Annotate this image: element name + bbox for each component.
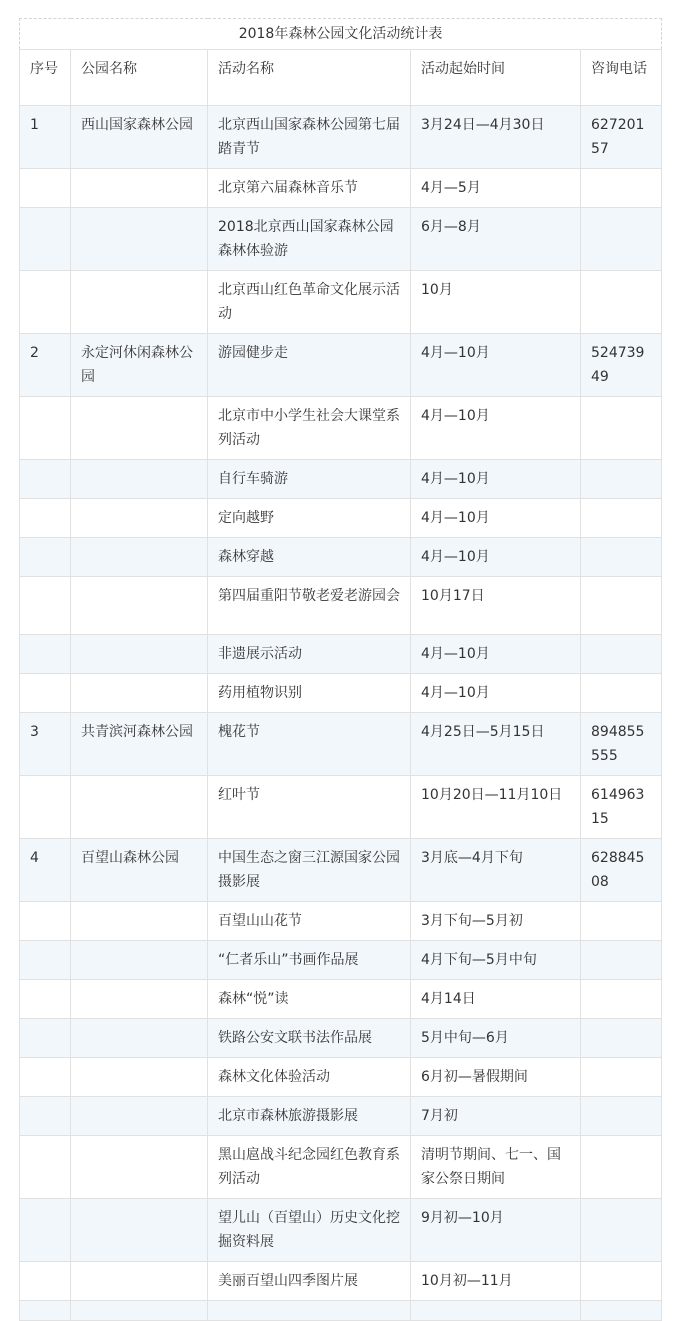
table-row (20, 980, 662, 1019)
cell-phone (581, 941, 662, 980)
table-row (20, 1301, 662, 1321)
cell-phone: 61496315 (581, 776, 662, 839)
cell-time: 10月 (411, 271, 581, 334)
cell-park (71, 397, 208, 460)
cell-phone (581, 397, 662, 460)
table-row (20, 1097, 662, 1136)
cell-no (20, 776, 71, 839)
cell-phone (581, 1097, 662, 1136)
cell-activity: 游园健步走 (208, 334, 411, 397)
cell-no (20, 674, 71, 713)
cell-phone (581, 577, 662, 635)
cell-no (20, 980, 71, 1019)
cell-park (71, 635, 208, 674)
cell-time: 3月下旬—5月初 (411, 902, 581, 941)
cell-time: 4月14日 (411, 980, 581, 1019)
cell-phone (581, 1058, 662, 1097)
cell-time: 4月—5月 (411, 169, 581, 208)
table-row (20, 776, 662, 839)
cell-activity: 北京市中小学生社会大课堂系列活动 (208, 397, 411, 460)
cell-park (71, 674, 208, 713)
cell-park: 永定河休闲森林公园 (71, 334, 208, 397)
header-phone: 咨询电话 (581, 50, 662, 106)
cell-park (71, 271, 208, 334)
cell-activity: “仁者乐山”书画作品展 (208, 941, 411, 980)
cell-no: 3 (20, 713, 71, 776)
cell-activity: 北京西山国家森林公园第七届踏青节 (208, 106, 411, 169)
cell-no (20, 499, 71, 538)
table-row (20, 499, 662, 538)
cell-activity: 定向越野 (208, 499, 411, 538)
cell-no (20, 1136, 71, 1199)
cell-time: 4月—10月 (411, 397, 581, 460)
cell-no (20, 577, 71, 635)
cell-time (411, 1301, 581, 1321)
table-row (20, 397, 662, 460)
cell-no (20, 1058, 71, 1097)
cell-time: 4月25日—5月15日 (411, 713, 581, 776)
cell-activity: 北京西山红色革命文化展示活动 (208, 271, 411, 334)
cell-park (71, 208, 208, 271)
cell-park (71, 1019, 208, 1058)
cell-activity: 非遗展示活动 (208, 635, 411, 674)
cell-no (20, 902, 71, 941)
table-row (20, 1136, 662, 1199)
cell-phone: 894855555 (581, 713, 662, 776)
cell-no (20, 538, 71, 577)
cell-activity: 北京市森林旅游摄影展 (208, 1097, 411, 1136)
cell-no: 1 (20, 106, 71, 169)
cell-activity: 黑山扈战斗纪念园红色教育系列活动 (208, 1136, 411, 1199)
table-row (20, 1058, 662, 1097)
cell-activity: 铁路公安文联书法作品展 (208, 1019, 411, 1058)
cell-phone (581, 902, 662, 941)
cell-phone (581, 208, 662, 271)
cell-time: 清明节期间、七一、国家公祭日期间 (411, 1136, 581, 1199)
cell-activity: 望儿山（百望山）历史文化挖掘资料展 (208, 1199, 411, 1262)
cell-park (71, 538, 208, 577)
header-row (20, 50, 662, 106)
cell-activity: 美丽百望山四季图片展 (208, 1262, 411, 1301)
cell-activity: 森林穿越 (208, 538, 411, 577)
cell-phone: 62884508 (581, 839, 662, 902)
table-title: 2018年森林公园文化活动统计表 (20, 19, 662, 50)
title-row (20, 19, 662, 50)
cell-no (20, 1301, 71, 1321)
cell-activity: 2018北京西山国家森林公园森林体验游 (208, 208, 411, 271)
cell-phone: 52473949 (581, 334, 662, 397)
table-row (20, 674, 662, 713)
table-row (20, 635, 662, 674)
cell-activity: 中国生态之窗三江源国家公园摄影展 (208, 839, 411, 902)
cell-park (71, 776, 208, 839)
stats-table-container (19, 18, 661, 1321)
cell-activity: 第四届重阳节敬老爱老游园会 (208, 577, 411, 635)
cell-phone (581, 635, 662, 674)
table-row (20, 577, 662, 635)
cell-no (20, 1019, 71, 1058)
cell-park: 百望山森林公园 (71, 839, 208, 902)
cell-time: 4月—10月 (411, 674, 581, 713)
cell-no (20, 460, 71, 499)
cell-time: 3月底—4月下旬 (411, 839, 581, 902)
cell-park: 西山国家森林公园 (71, 106, 208, 169)
cell-time: 4月—10月 (411, 460, 581, 499)
header-no: 序号 (20, 50, 71, 106)
cell-phone (581, 460, 662, 499)
cell-time: 7月初 (411, 1097, 581, 1136)
cell-park (71, 1097, 208, 1136)
cell-time: 4月—10月 (411, 635, 581, 674)
cell-park (71, 941, 208, 980)
table-row (20, 106, 662, 169)
cell-time: 4月—10月 (411, 499, 581, 538)
table-row (20, 271, 662, 334)
cell-activity: 森林文化体验活动 (208, 1058, 411, 1097)
header-park: 公园名称 (71, 50, 208, 106)
cell-phone (581, 674, 662, 713)
cell-no (20, 397, 71, 460)
cell-park (71, 1058, 208, 1097)
cell-park (71, 1301, 208, 1321)
cell-time: 6月初—暑假期间 (411, 1058, 581, 1097)
cell-no (20, 1097, 71, 1136)
cell-phone (581, 1136, 662, 1199)
cell-phone (581, 499, 662, 538)
cell-park (71, 499, 208, 538)
cell-no (20, 635, 71, 674)
cell-phone (581, 1301, 662, 1321)
cell-activity: 北京第六届森林音乐节 (208, 169, 411, 208)
table-row (20, 208, 662, 271)
cell-park (71, 460, 208, 499)
cell-phone (581, 538, 662, 577)
cell-no: 2 (20, 334, 71, 397)
cell-activity: 红叶节 (208, 776, 411, 839)
cell-no (20, 208, 71, 271)
cell-time: 4月下旬—5月中旬 (411, 941, 581, 980)
cell-activity: 森林“悦”读 (208, 980, 411, 1019)
table-row (20, 1019, 662, 1058)
cell-time: 6月—8月 (411, 208, 581, 271)
cell-time: 4月—10月 (411, 538, 581, 577)
cell-phone (581, 169, 662, 208)
cell-park (71, 169, 208, 208)
cell-no: 4 (20, 839, 71, 902)
cell-park (71, 577, 208, 635)
cell-phone (581, 980, 662, 1019)
cell-time: 5月中旬—6月 (411, 1019, 581, 1058)
cell-phone (581, 271, 662, 334)
cell-time: 9月初—10月 (411, 1199, 581, 1262)
cell-time: 4月—10月 (411, 334, 581, 397)
cell-activity: 自行车骑游 (208, 460, 411, 499)
table-row (20, 1262, 662, 1301)
table-row (20, 713, 662, 776)
cell-activity: 百望山山花节 (208, 902, 411, 941)
cell-park (71, 980, 208, 1019)
cell-phone (581, 1019, 662, 1058)
cell-activity (208, 1301, 411, 1321)
table-row (20, 902, 662, 941)
cell-phone (581, 1262, 662, 1301)
table-row (20, 460, 662, 499)
cell-no (20, 1262, 71, 1301)
stats-table (19, 18, 662, 1321)
cell-time: 10月17日 (411, 577, 581, 635)
table-row (20, 334, 662, 397)
cell-time: 10月初—11月 (411, 1262, 581, 1301)
cell-activity: 药用植物识别 (208, 674, 411, 713)
cell-time: 10月20日—11月10日 (411, 776, 581, 839)
cell-activity: 槐花节 (208, 713, 411, 776)
cell-time: 3月24日—4月30日 (411, 106, 581, 169)
cell-park: 共青滨河森林公园 (71, 713, 208, 776)
table-row (20, 538, 662, 577)
table-row (20, 169, 662, 208)
header-time: 活动起始时间 (411, 50, 581, 106)
cell-phone: 62720157 (581, 106, 662, 169)
cell-park (71, 902, 208, 941)
header-activity: 活动名称 (208, 50, 411, 106)
table-row (20, 941, 662, 980)
cell-park (71, 1262, 208, 1301)
table-row (20, 839, 662, 902)
cell-no (20, 271, 71, 334)
cell-no (20, 169, 71, 208)
cell-park (71, 1136, 208, 1199)
cell-no (20, 941, 71, 980)
